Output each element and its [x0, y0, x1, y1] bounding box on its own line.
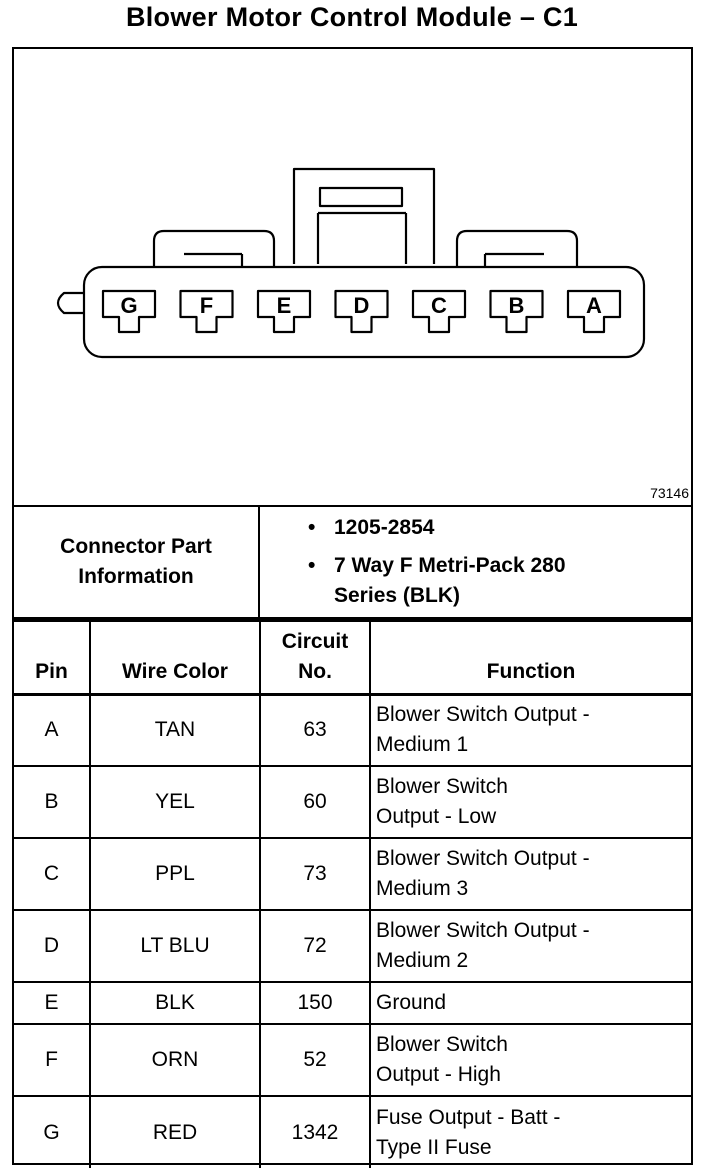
connector-label-line1: Connector Part — [60, 535, 212, 558]
wire-color-cell: TAN — [90, 694, 260, 766]
wire-color-cell: YEL — [90, 766, 260, 838]
circuit-cell: 150 — [260, 982, 370, 1024]
pin-cavity-label: C — [431, 293, 447, 318]
wire-color-cell: PPL — [90, 838, 260, 910]
function-line: Type II Fuse — [376, 1135, 492, 1159]
pin-cavity-label: E — [276, 293, 292, 318]
function-line: Blower Switch Output - — [376, 703, 590, 727]
function-line: Fuse Output - Batt - — [376, 1105, 561, 1129]
table-row — [14, 982, 691, 1024]
connector-sheet — [12, 47, 693, 1165]
page-title: Blower Motor Control Module – C1 — [125, 2, 579, 32]
wire-color-cell: ORN — [90, 1024, 260, 1096]
pin-cell: D — [14, 910, 90, 982]
function-line: Blower Switch — [376, 775, 508, 798]
pin-cell: A — [14, 694, 90, 766]
wire-color-cell: BLK — [90, 982, 260, 1024]
connector-description: • 7 Way F Metri-Pack 280 Series (BLK) — [260, 551, 691, 611]
circuit-cell: 60 — [260, 766, 370, 838]
pin-cell: C — [14, 838, 90, 910]
pin-cell: B — [14, 766, 90, 838]
function-line: Blower Switch Output - — [376, 847, 590, 870]
wire-color-cell: LT BLU — [90, 910, 260, 982]
function-line: Blower Switch — [376, 1033, 508, 1056]
header-wire-color: Wire Color — [90, 621, 260, 694]
table-row — [14, 1096, 691, 1168]
function-line: Output - High — [376, 1063, 501, 1086]
function-cell — [370, 1096, 691, 1168]
pin-cell: G — [14, 1096, 90, 1168]
function-cell — [370, 694, 691, 766]
circuit-cell: 52 — [260, 1024, 370, 1096]
function-cell — [370, 910, 691, 982]
connector-label-line2: Information — [78, 565, 194, 588]
function-line: Medium 3 — [376, 877, 469, 900]
connector-diagram — [14, 49, 691, 507]
circuit-cell: 63 — [260, 694, 370, 766]
center-latch-housing — [294, 169, 434, 264]
figure-id: 73146 — [650, 485, 689, 501]
circuit-cell: 1342 — [260, 1096, 370, 1168]
part-number: • 1205-2854 — [260, 513, 691, 543]
pin-cavity-label: F — [199, 293, 214, 318]
side-tab — [58, 293, 84, 313]
circuit-cell: 73 — [260, 838, 370, 910]
header-circuit: Circuit No. — [260, 621, 370, 694]
function-line: Ground — [376, 991, 447, 1014]
header-pin: Pin — [14, 621, 90, 694]
function-line: Medium 1 — [376, 733, 469, 757]
function-cell — [370, 766, 691, 838]
function-cell — [370, 982, 691, 1024]
table-row — [14, 694, 691, 766]
table-row — [14, 766, 691, 838]
pin-table-header — [14, 621, 691, 694]
pin-cavity-label: B — [508, 293, 525, 318]
connector-part-label — [14, 507, 260, 617]
pin-cavity-label: A — [586, 293, 602, 318]
function-cell — [370, 838, 691, 910]
right-ramp — [457, 231, 577, 271]
function-line: Output - Low — [376, 805, 497, 828]
table-row — [14, 910, 691, 982]
center-latch-window — [320, 188, 402, 206]
pin-cell: E — [14, 982, 90, 1024]
connector-part-details — [260, 507, 691, 623]
connector-face-drawing — [14, 49, 691, 505]
function-cell — [370, 1024, 691, 1096]
table-row — [14, 1024, 691, 1096]
pin-table — [14, 620, 691, 1168]
left-ramp — [154, 231, 274, 271]
function-line: Blower Switch Output - — [376, 919, 590, 942]
wire-color-cell: RED — [90, 1096, 260, 1168]
pin-cavity-label: G — [120, 293, 138, 318]
connector-part-info — [14, 507, 691, 620]
table-row — [14, 838, 691, 910]
circuit-cell: 72 — [260, 910, 370, 982]
pin-cell: F — [14, 1024, 90, 1096]
pin-cavity-label: D — [353, 293, 370, 318]
function-line: Medium 2 — [376, 949, 469, 972]
header-function: Function — [370, 621, 691, 694]
